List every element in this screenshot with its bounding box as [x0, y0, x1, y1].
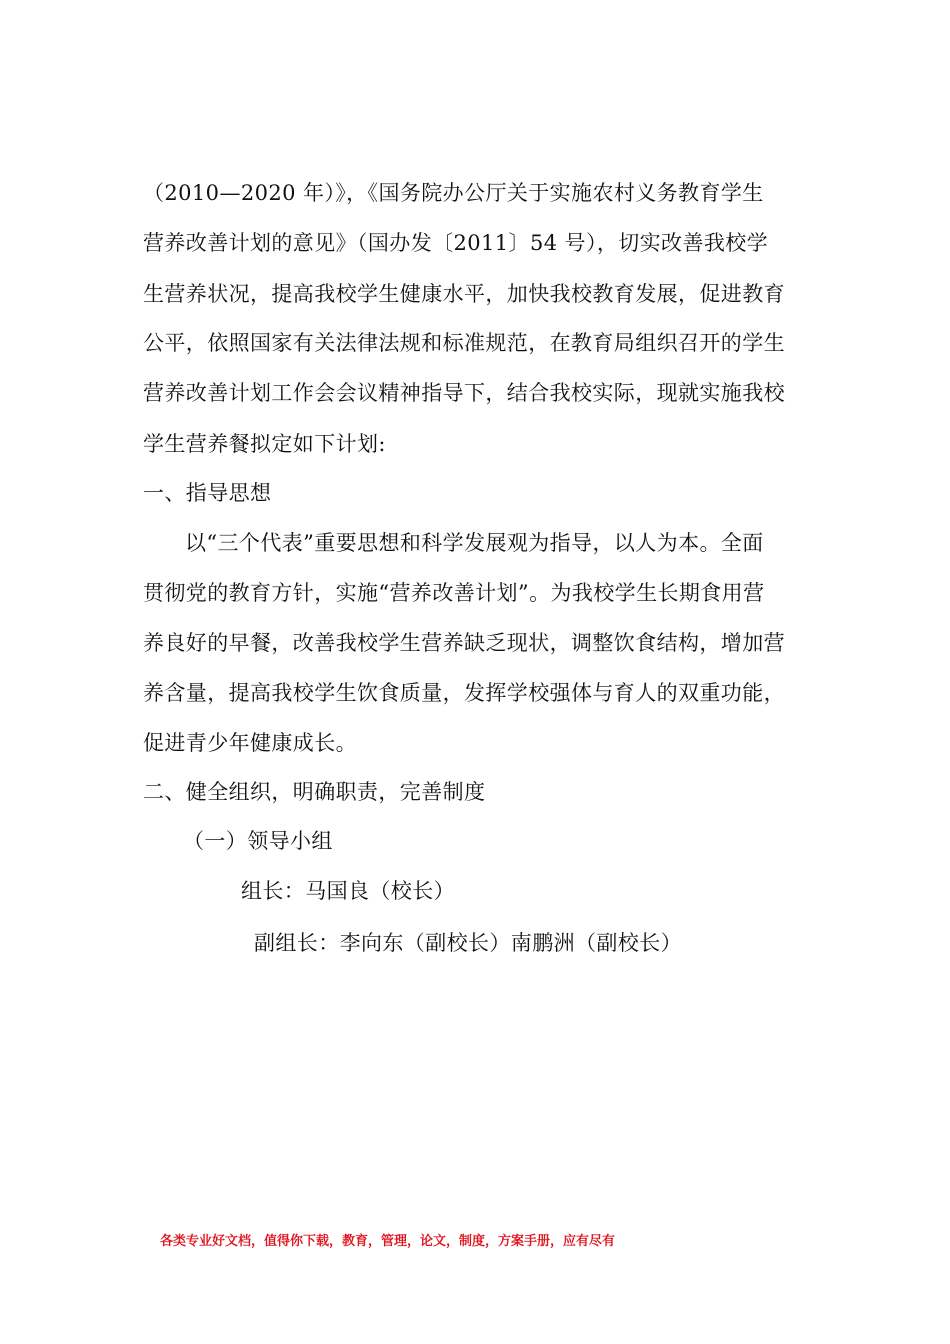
- group-leader-line: 组长：马国良（校长）: [241, 879, 455, 903]
- text-line: 营养改善计划的意见》（国办发〔2011〕54 号），切实改善我校学: [143, 231, 769, 255]
- paragraph-first-line: 以“三个代表”重要思想和科学发展观为指导，以人为本。全面: [185, 531, 764, 555]
- text-line: （2010—2020 年）》，《国务院办公厅关于实施农村义务教育学生: [143, 181, 764, 205]
- text-line: 生营养状况，提高我校学生健康水平，加快我校教育发展，促进教育: [143, 282, 785, 306]
- text-line: 学生营养餐拟定如下计划:: [143, 432, 386, 456]
- footer-note: 各类专业好文档，值得你下载，教育，管理，论文，制度，方案手册，应有尽有: [160, 1234, 616, 1249]
- section-heading: 二、健全组织，明确职责，完善制度: [143, 780, 486, 804]
- text-line: 公平，依照国家有关法律法规和标准规范，在教育局组织召开的学生: [143, 331, 785, 355]
- text-line: 促进青少年健康成长。: [143, 731, 357, 755]
- section-heading: 一、指导思想: [143, 481, 272, 505]
- text-line: 养良好的早餐，改善我校学生营养缺乏现状，调整饮食结构，增加营: [143, 631, 785, 655]
- text-line: 养含量，提高我校学生饮食质量，发挥学校强体与育人的双重功能，: [143, 681, 785, 705]
- deputy-leader-line: 副组长：李向东（副校长）南鹏洲（副校长）: [254, 931, 682, 955]
- subsection-heading: （一）领导小组: [183, 829, 333, 853]
- text-line: 营养改善计划工作会会议精神指导下，结合我校实际，现就实施我校: [143, 381, 785, 405]
- text-line: 贯彻党的教育方针，实施“营养改善计划”。为我校学生长期食用营: [143, 581, 765, 605]
